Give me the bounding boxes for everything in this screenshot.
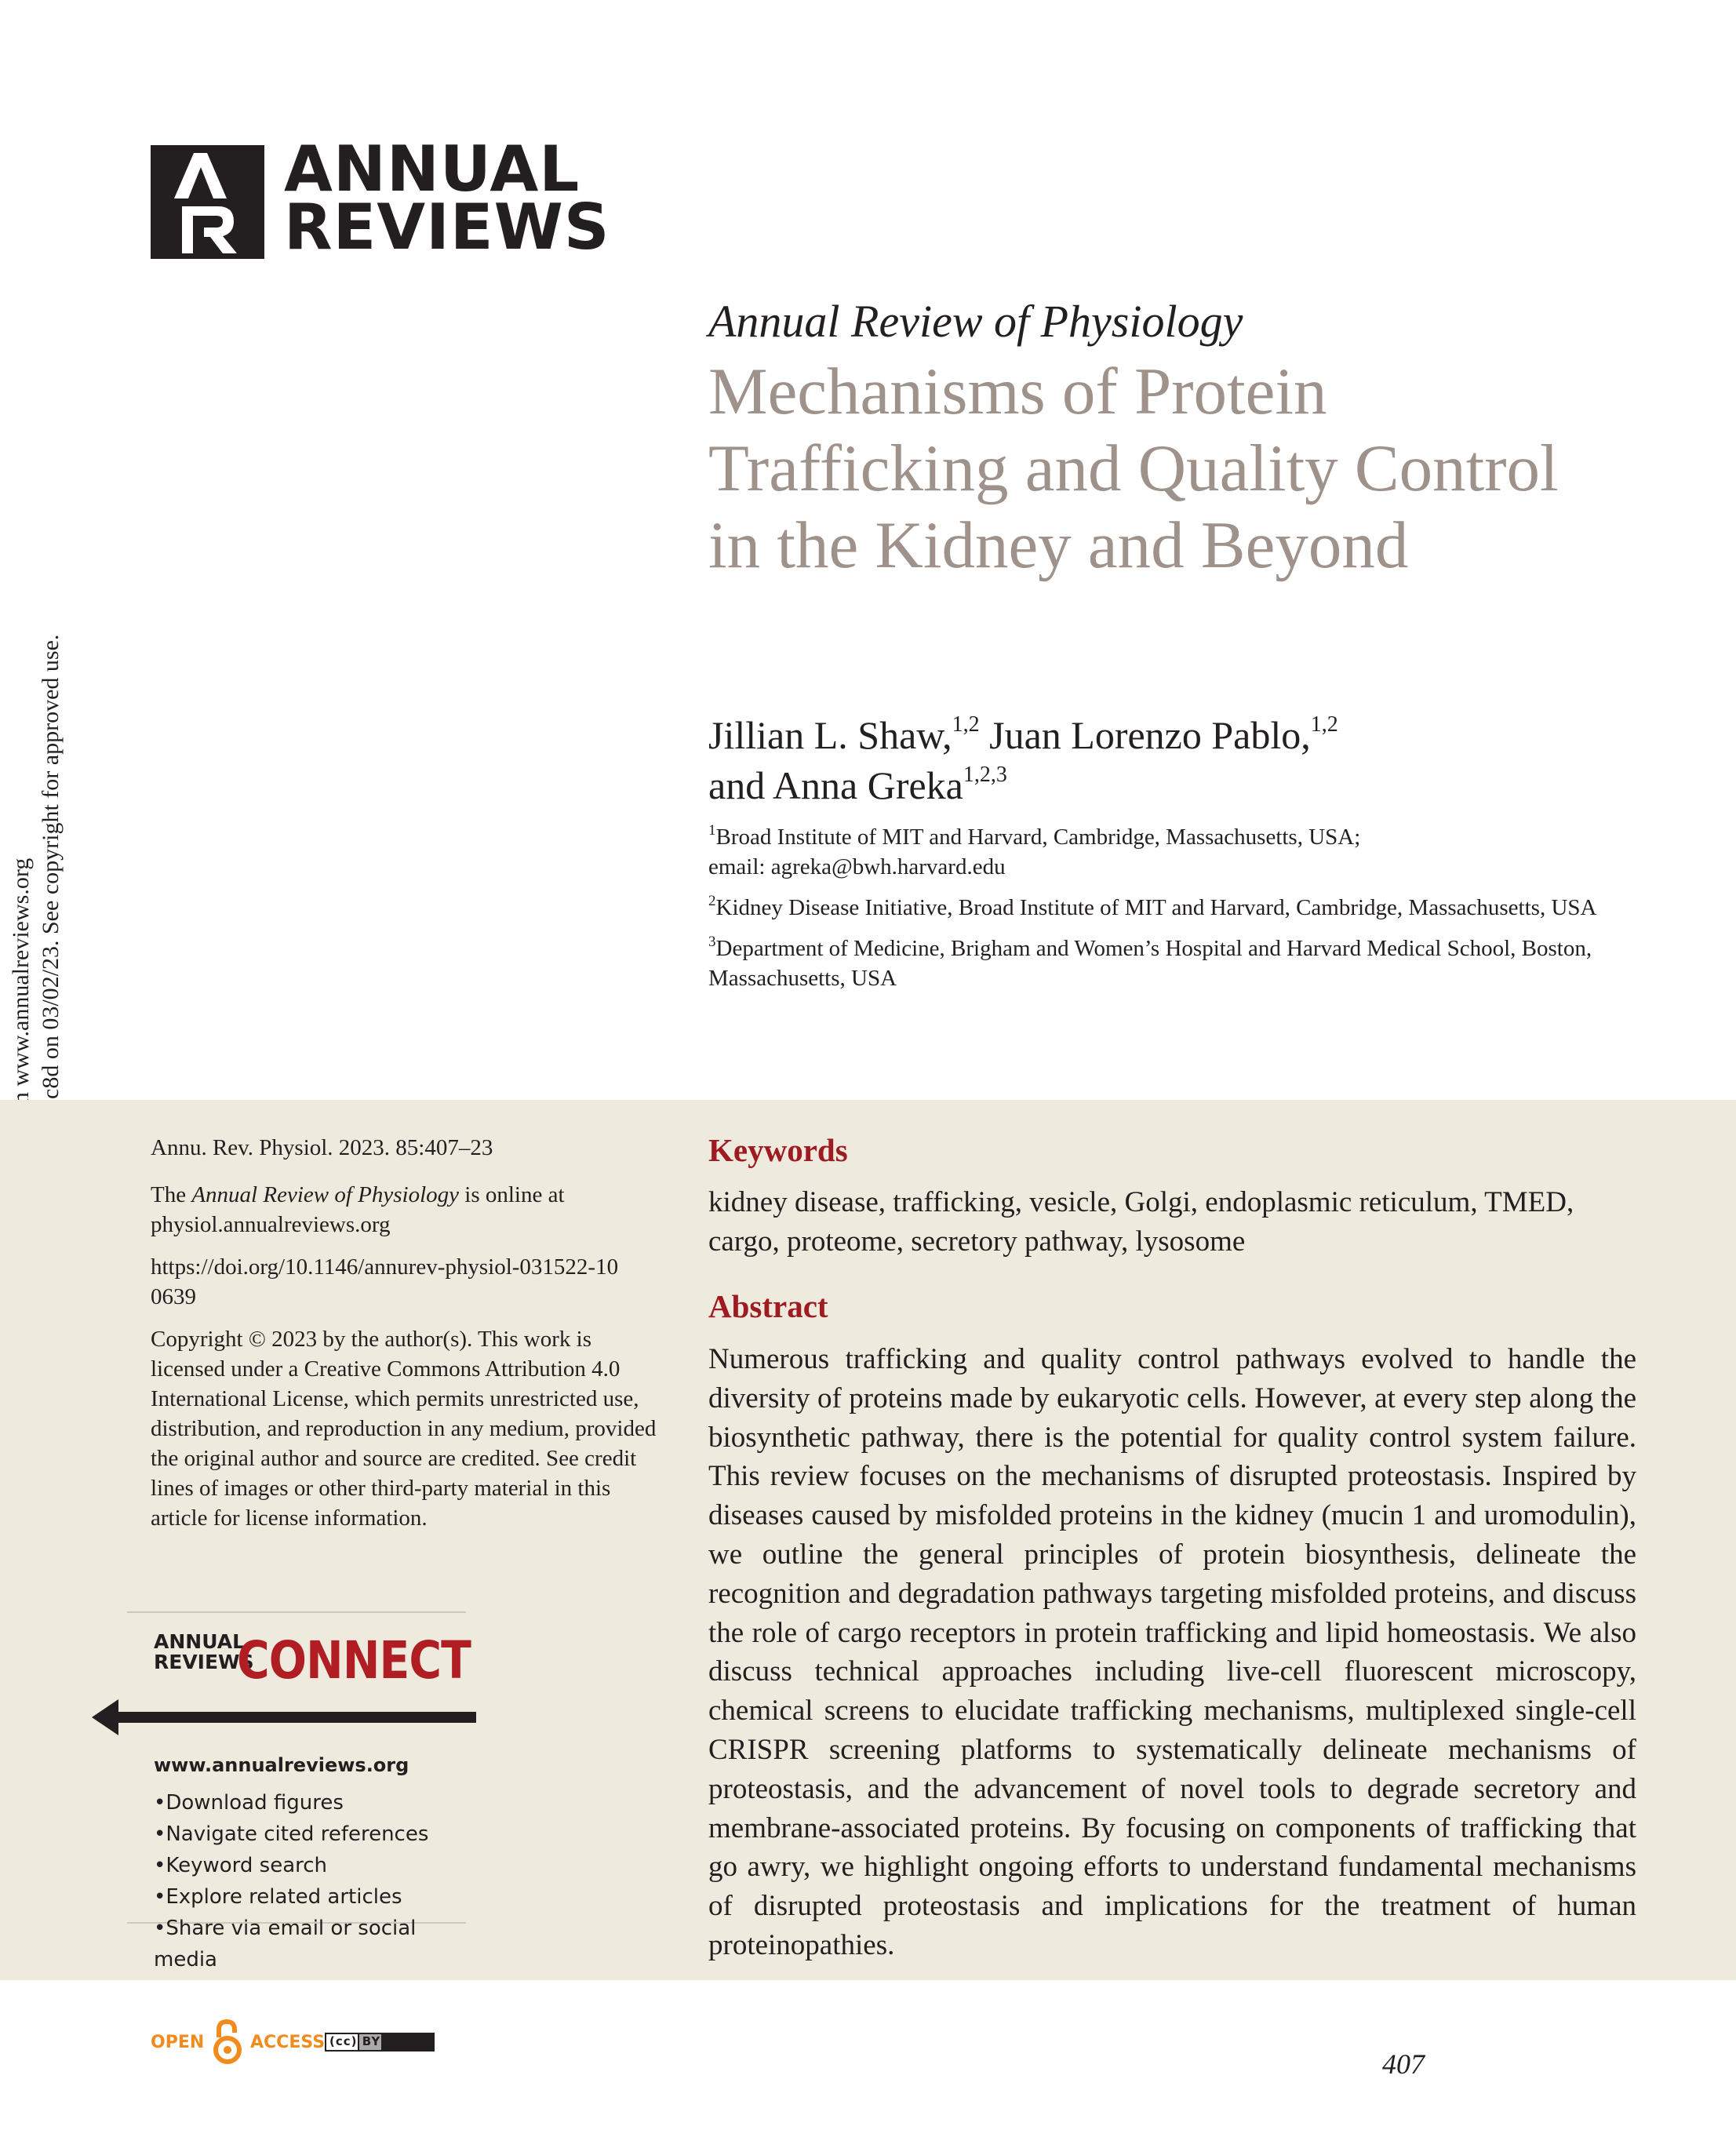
list-item: • Navigate cited references (154, 1819, 466, 1850)
annual-reviews-connect-box (127, 1611, 471, 1971)
author-affiliation-marks: 1,2 (952, 712, 980, 737)
online-pre: The (151, 1182, 192, 1207)
affiliation-number: 3 (708, 934, 716, 950)
author-name: Jillian L. Shaw, (708, 713, 952, 757)
connect-title: CONNECT (237, 1630, 471, 1691)
open-access-lock-icon (209, 2019, 246, 2064)
open-access-badge (151, 2019, 441, 2066)
affiliation-text: Broad Institute of MIT and Harvard, Cambridge, Massachusetts, USA; (715, 825, 1361, 850)
list-item: • Download figures (154, 1787, 466, 1819)
affiliations (708, 822, 1610, 1004)
connect-feature-list (154, 1787, 466, 1975)
corresponding-email[interactable]: email: agreka@bwh.harvard.edu (708, 854, 1006, 879)
author-affiliation-marks: 1,2,3 (963, 763, 1007, 787)
author-name: and Anna Greka (708, 763, 963, 807)
copyright-notice: Copyright © 2023 by the author(s). This work is licensed under a Creative Commons Attribution 4.0 International License, which permits unrestricted use, distribution, and reproduction in any medium, provided the original author and source are credited. See credit lines of images or other third-party material in this article for license information. (151, 1327, 657, 1531)
author-name: Juan Lorenzo Pablo, (979, 713, 1311, 757)
affiliation-number: 1 (708, 822, 716, 839)
logo-line2: REVIEWS (284, 191, 610, 264)
connect-brand-line1: ANNUAL (154, 1630, 246, 1653)
article-info (151, 1133, 668, 1545)
journal-name: Annual Review of Physiology (708, 296, 1243, 347)
connect-brand-line2: REVIEWS (154, 1651, 254, 1673)
author-list (708, 710, 1650, 810)
affiliation-text: Department of Medicine, Brigham and Women’s Hospital and Harvard Medical School, Boston, Massachusetts, USA (708, 936, 1592, 991)
article-title: Mechanisms of Protein Trafficking and Quality Control in the Kidney and Beyond (708, 355, 1559, 582)
ar-logo-mark-icon (151, 145, 264, 259)
open-label: OPEN (151, 2033, 205, 2052)
online-notice (151, 1180, 668, 1240)
author-affiliation-marks: 1,2 (1310, 712, 1338, 737)
citation: Annu. Rev. Physiol. 2023. 85:407–23 (151, 1135, 493, 1160)
annual-reviews-logo (151, 133, 610, 264)
connect-url[interactable]: www.annualreviews.org (154, 1754, 409, 1776)
affiliation-item (708, 893, 1610, 923)
abstract-text: Numerous trafficking and quality control pathways evolved to handle the diversity of proteins made by eukaryotic cells. However, at every step along the biosynthetic pathway, there is the potential for quality control system failure. This review focuses on the mechanisms of disrupted proteostasis. Inspired by diseases caused by misfolded proteins in the kidney (mucin 1 and uromodulin), we outline the general principles of protein biosynthesis, delineate the recognition and degradation pathways targeting misfolded proteins, and discuss the role of cargo receptors in protein trafficking and lipid homeostasis. We also discuss technical approaches including live-cell fluorescent microscopy, chemical screens to elucidate trafficking mechanisms, multiplexed single-cell CRISPR screening platforms to systematically delineate mechanisms of proteostasis, and the advancement of novel tools to degrade secretory and membrane-associated proteins. By focusing on components of trafficking that go awry, we highlight ongoing efforts to understand fundamental mechanisms of disrupted proteostasis and implications for the treatment of human proteinopathies. (708, 1343, 1636, 1961)
doi-link[interactable]: https://doi.org/10.1146/annurev-physiol-031522-100639 (151, 1254, 619, 1309)
list-item: • Explore related articles (154, 1881, 466, 1913)
keywords-heading: Keywords (708, 1132, 848, 1168)
affiliation-text: Kidney Disease Initiative, Broad Institute of MIT and Harvard, Cambridge, Massachusetts, USA (715, 895, 1597, 920)
keywords-text: kidney disease, trafficking, vesicle, Golgi, endoplasmic reticulum, TMED, cargo, proteome, secretory pathway, lysosome (708, 1186, 1574, 1258)
affiliation-item (708, 934, 1610, 993)
arrow-left-icon (92, 1699, 476, 1735)
list-item: • Keyword search (154, 1850, 466, 1881)
logo-wordmark (284, 133, 610, 264)
cc-by-label: (cc) BY (329, 2034, 381, 2048)
cc-by-license-badge (325, 2033, 435, 2052)
list-item: • Share via email or social media (154, 1913, 466, 1975)
online-post: is online at physiol.annualreviews.org (151, 1182, 565, 1237)
abstract-heading: Abstract (708, 1288, 828, 1324)
access-label: ACCESS (250, 2033, 326, 2052)
logo-line1: ANNUAL (284, 133, 580, 206)
page-number: 407 (1382, 2048, 1425, 2080)
affiliation-number: 2 (708, 893, 716, 909)
online-journal: Annual Review of Physiology (191, 1182, 460, 1207)
affiliation-item (708, 822, 1610, 882)
